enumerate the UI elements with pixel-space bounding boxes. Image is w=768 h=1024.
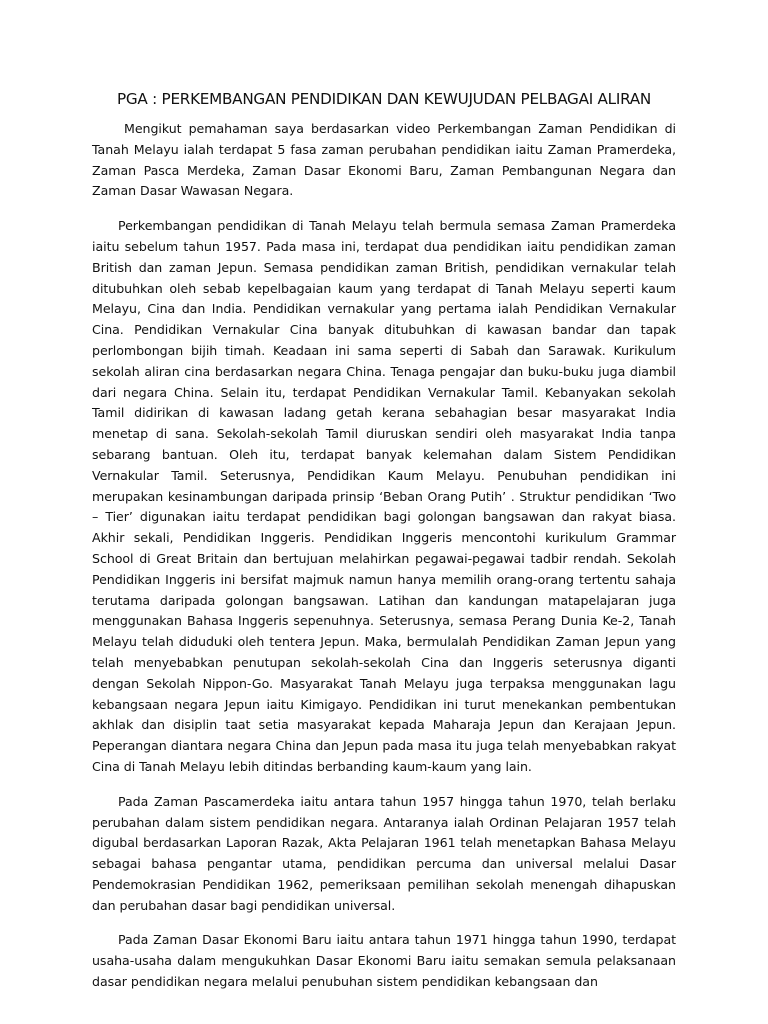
paragraph-pramerdeka: Perkembangan pendidikan di Tanah Melayu telah bermula semasa Zaman Pramerdeka iaitu sebelum tahun 1957. Pada masa ini, terdapat dua pendidikan iaitu pendidikan zaman British dan zaman Jepun. Semasa pendidikan zaman British, pendidikan vernakular telah ditubuhkan oleh sebab kepelbagaian kaum yang terdapat di Tanah Melayu seperti kaum Melayu, Cina dan India. Pendidikan vernakular yang pertama ialah Pendidikan Vernakular Cina. Pendidikan Vernakular Cina banyak ditubuhkan di kawasan bandar dan tapak perlombongan bijih timah. Keadaan ini sama seperti di Sabah dan Sarawak. Kurikulum sekolah aliran cina berdasarkan negara China. Tenaga pengajar dan buku-buku juga diambil dari negara China. Selain itu, terdapat Pendidikan Vernakular Tamil. Kebanyakan sekolah Tamil didirikan di kawasan ladang getah kerana sebahagian besar masyarakat India menetap di sana. Sekolah-sekolah Tamil diuruskan sendiri oleh masyarakat India tanpa sebarang bantuan. Oleh itu, terdapat banyak kelemahan dalam Sistem Pendidikan Vernakular Tamil. Seterusnya, Pendidikan Kaum Melayu. Penubuhan pendidikan ini merupakan kesinambungan daripada prinsip ‘Beban Orang Putih’ . Struktur pendidikan ‘Two – Tier’ digunakan iaitu terdapat pendidikan bagi golongan bangsawan dan rakyat biasa. Akhir sekali, Pendidikan Inggeris. Pendidikan Inggeris mencontohi kurikulum Grammar School di Great Britain dan bertujuan melahirkan pegawai-pegawai tadbir rendah. Sekolah Pendidikan Inggeris ini bersifat majmuk namun hanya memilih orang-orang tertentu sahaja terutama daripada golongan bangsawan. Latihan dan kandungan matapelajaran juga menggunakan Bahasa Inggeris sepenuhnya. Seterusnya, semasa Perang Dunia Ke-2, Tanah Melayu telah diduduki oleh tentera Jepun. Maka, bermulalah Pendidikan Zaman Jepun yang telah menyebabkan penutupan sekolah-sekolah Cina dan Inggeris seterusnya diganti dengan Sekolah Nippon-Go. Masyarakat Tanah Melayu juga terpaksa menggunakan lagu kebangsaan negara Jepun iaitu Kimigayo. Pendidikan ini turut menekankan pembentukan akhlak dan disiplin taat setia masyarakat kepada Maharaja Jepun dan Kerajaan Jepun. Peperangan diantara negara China dan Jepun pada masa itu juga telah menyebabkan rakyat Cina di Tanah Melayu lebih ditindas berbanding kaum-kaum yang lain. [92,218,676,774]
paragraph-introduction: Mengikut pemahaman saya berdasarkan video Perkembangan Zaman Pendidikan di Tanah Melayu ialah terdapat 5 fasa zaman perubahan pendidikan iaitu Zaman Pramerdeka, Zaman Pasca Merdeka, Zaman Dasar Ekonomi Baru, Zaman Pembangunan Negara dan Zaman Dasar Wawasan Negara. [92,121,676,199]
paragraph-dasar-ekonomi-baru: Pada Zaman Dasar Ekonomi Baru iaitu antara tahun 1971 hingga tahun 1990, terdapat usaha-usaha dalam mengukuhkan Dasar Ekonomi Baru iaitu semakan semula pelaksanaan dasar pendidikan negara melalui penubuhan sistem pendidikan kebangsaan dan [92,932,676,990]
paragraph-pascamerdeka: Pada Zaman Pascamerdeka iaitu antara tahun 1957 hingga tahun 1970, telah berlaku perubahan dalam sistem pendidikan negara. Antaranya ialah Ordinan Pelajaran 1957 telah digubal berdasarkan Laporan Razak, Akta Pelajaran 1961 telah menetapkan Bahasa Melayu sebagai bahasa pengantar utama, pendidikan percuma dan universal melalui Dasar Pendemokrasian Pendidikan 1962, pemeriksaan pemilihan sekolah menengah dihapuskan dan perubahan dasar bagi pendidikan universal. [92,793,676,913]
document-title: PGA : PERKEMBANGAN PENDIDIKAN DAN KEWUJUDAN PELBAGAI ALIRAN [116,90,652,108]
document-body [92,119,676,1007]
